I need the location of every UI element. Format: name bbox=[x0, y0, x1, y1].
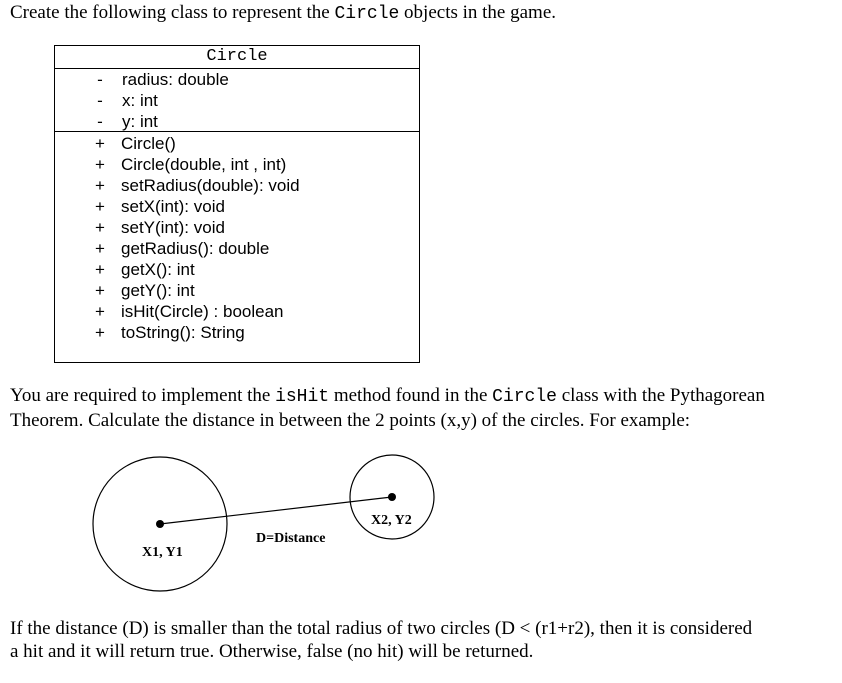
method-text: getX(): int bbox=[121, 260, 195, 279]
method-text: setX(int): void bbox=[121, 197, 225, 216]
attribute-text: radius: double bbox=[122, 70, 229, 89]
label-distance: D=Distance bbox=[256, 531, 326, 546]
visibility-private: - bbox=[97, 112, 103, 131]
requirement-text: class with the Pythagorean bbox=[556, 385, 765, 406]
uml-class-name: Circle bbox=[206, 47, 268, 66]
requirement-code-circle: Circle bbox=[492, 387, 557, 407]
label-point-one: X1, Y1 bbox=[142, 545, 183, 560]
intro-after: objects in the game. bbox=[399, 2, 557, 23]
method-text: getY(): int bbox=[121, 281, 195, 300]
visibility-public: + bbox=[95, 197, 105, 216]
attribute-text: y: int bbox=[122, 112, 158, 131]
visibility-public: + bbox=[95, 155, 105, 174]
intro-before: Create the following class to represent the bbox=[10, 2, 335, 23]
visibility-public: + bbox=[95, 176, 105, 195]
visibility-public: + bbox=[95, 239, 105, 258]
visibility-private: - bbox=[97, 91, 103, 110]
attribute-text: x: int bbox=[122, 91, 158, 110]
method-text: setY(int): void bbox=[121, 218, 225, 237]
visibility-public: + bbox=[95, 260, 105, 279]
center-point-one bbox=[156, 520, 164, 528]
method-text: isHit(Circle) : boolean bbox=[121, 302, 284, 321]
requirement-text: method found in the bbox=[329, 385, 493, 406]
center-point-two bbox=[388, 493, 396, 501]
conclusion-line-2: a hit and it will return true. Otherwise, false (no hit) will be returned. bbox=[10, 641, 534, 662]
visibility-public: + bbox=[95, 281, 105, 300]
method-text: toString(): String bbox=[121, 323, 245, 342]
label-point-two: X2, Y2 bbox=[371, 513, 412, 528]
visibility-private: - bbox=[97, 70, 103, 89]
method-text: setRadius(double): void bbox=[121, 176, 300, 195]
requirement-text: You are required to implement the bbox=[10, 385, 276, 406]
intro-code-circle: Circle bbox=[334, 4, 400, 24]
visibility-public: + bbox=[95, 134, 105, 153]
requirement-code-ishit: isHit bbox=[275, 387, 330, 407]
method-text: Circle() bbox=[121, 134, 176, 153]
requirement-line-2: Theorem. Calculate the distance in between the 2 points (x,y) of the circles. For example: bbox=[10, 410, 691, 431]
method-text: getRadius(): double bbox=[121, 239, 270, 258]
method-text: Circle(double, int , int) bbox=[121, 155, 287, 174]
visibility-public: + bbox=[95, 218, 105, 237]
conclusion-line-1: If the distance (D) is smaller than the total radius of two circles (D < (r1+r2), then it is considered bbox=[10, 618, 753, 639]
visibility-public: + bbox=[95, 302, 105, 321]
visibility-public: + bbox=[95, 323, 105, 342]
